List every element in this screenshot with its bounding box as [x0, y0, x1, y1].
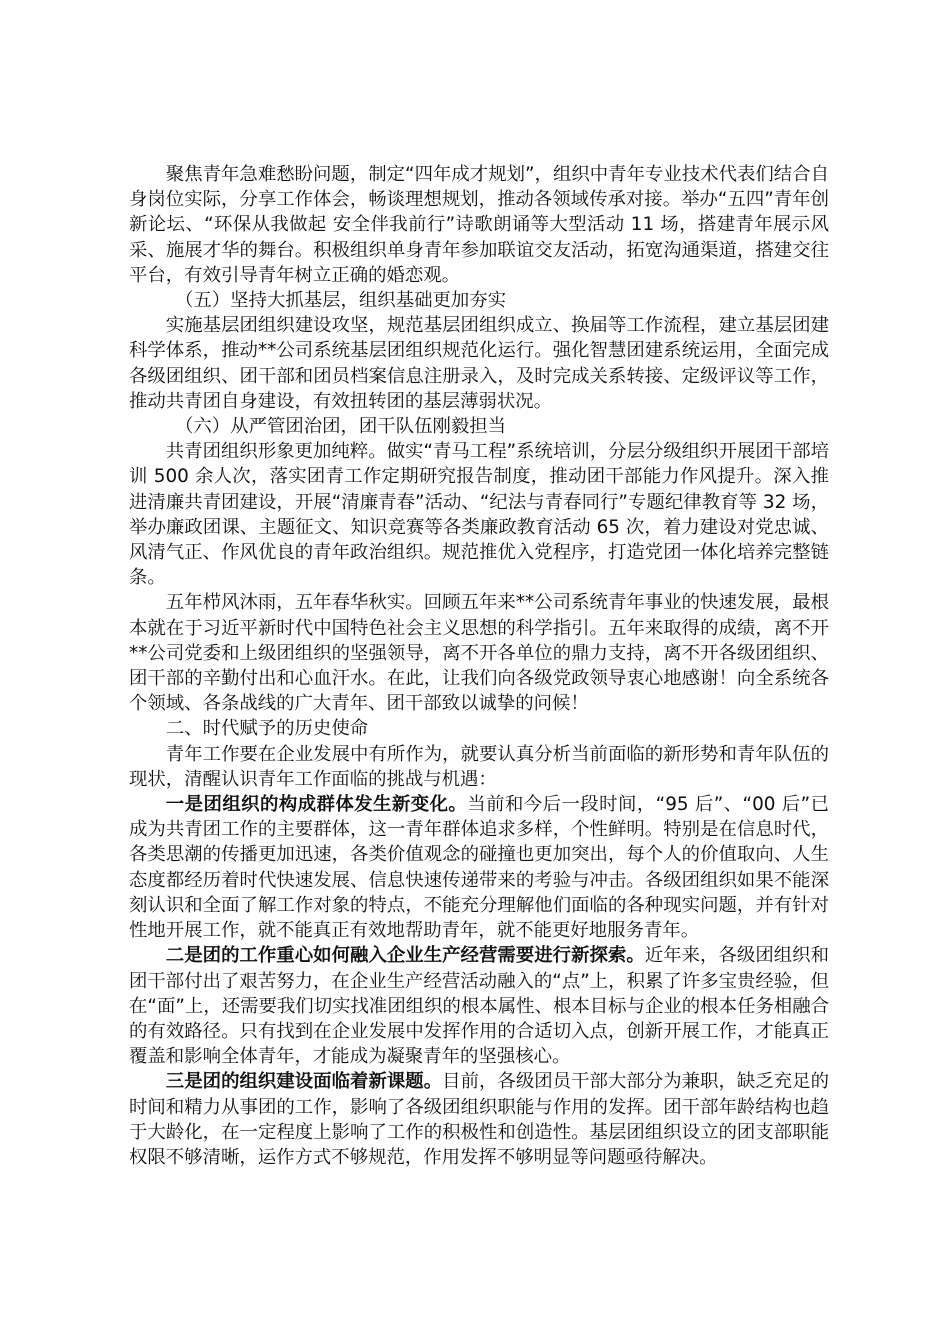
paragraph-discipline: 共青团组织形象更加纯粹。做实“青马工程”系统培训，分层分级组织开展团干部培训 500 余人次，落实团青工作定期研究报告制度，推动团干部能力作风提升。深入推进清廉共青团建设，开展“清廉青春”活动、“纪法与青春同行”专题纪律教育等 32 场，举办廉政团课、主题征文、知识竞赛等各类廉政教育活动 65 次，着力建设对党忠诚、风清气正、作风优良的青年政治组织。规范推优入党程序，打造党团一体化培养完整链条。 [129, 441, 829, 589]
paragraph-review: 五年栉风沐雨，五年春华秋实。回顾五年来**公司系统青年事业的快速发展，最根本就在于习近平新时代中国特色社会主义思想的科学指引。五年来取得的成绩，离不开**公司党委和上级团组织的坚强领导，离不开各单位的鼎力支持，离不开各级团组织、团干部的辛勤付出和心血汗水。在此，让我们向各级党政领导衷心地感谢！向全系统各个领域、各条战线的广大青年、团干部致以诚挚的问候！ [129, 592, 829, 715]
section-heading-5: （五）坚持大抓基层，组织基础更加夯实 [175, 290, 507, 312]
document-page [129, 162, 829, 1170]
paragraph-point-1 [129, 792, 829, 943]
point-1-lead: 一是团组织的构成群体发生新变化。 [165, 794, 468, 816]
paragraph-challenges-intro: 青年工作要在企业发展中有所作为，就要认真分析当前面临的新形势和青年队伍的现状，清醒认识青年工作面临的挑战与机遇： [129, 743, 829, 790]
point-3-lead: 三是团的组织建设面临着新课题。 [165, 1071, 443, 1093]
chapter-heading-2: 二、时代赋予的历史使命 [165, 718, 369, 740]
paragraph-youth-planning: 聚焦青年急难愁盼问题，制定“四年成才规划”，组织中青年专业技术代表们结合自身岗位实际，分享工作体会，畅谈理想规划，推动各领域传承对接。举办“五四”青年创新论坛、“环保从我做起 安全伴我前行”诗歌朗诵等大型活动 11 场，搭建青年展示风采、施展才华的舞台。积极组织单身青年参加联谊交友活动，拓宽沟通渠道，搭建交往平台，有效引导青年树立正确的婚恋观。 [129, 164, 829, 286]
paragraph-point-2 [129, 943, 829, 1069]
point-2-body: 近年来，各级团组织和团干部付出了艰苦努力，在企业生产经营活动融入的“点”上，积累了许多宝贵经验，但在“面”上，还需要我们切实找准团组织的根本属性、根本目标与企业的根本任务相融合的有效路径。只有找到在企业发展中发挥作用的合适切入点，创新开展工作，才能真正覆盖和影响全体青年，才能成为凝聚青年的坚强核心。 [129, 945, 829, 1068]
point-2-lead: 二是团的工作重心如何融入企业生产经营需要进行新探索。 [165, 945, 645, 967]
section-heading-6: （六）从严管团治团，团干队伍刚毅担当 [175, 416, 507, 438]
point-3-body: 目前，各级团员干部大部分为兼职，缺乏充足的时间和精力从事团的工作，影响了各级团组织职能与作用的发挥。团干部年龄结构也趋于大龄化，在一定程度上影响了工作的积极性和创造性。基层团组织设立的团支部职能权限不够清晰，运作方式不够规范，作用发挥不够明显等问题亟待解决。 [129, 1071, 829, 1168]
point-1-body: 当前和今后一段时间，“95 后”、“00 后”已成为共青团工作的主要群体，这一青年群体追求多样，个性鲜明。特别是在信息时代，各类思潮的传播更加迅速，各类价值观念的碰撞也更加突出，每个人的价值取向、人生态度都经历着时代快速发展、信息快速传递带来的考验与冲击。各级团组织如果不能深刻认识和全面了解工作对象的特点，不能充分理解他们面临的各种现实问题，并有针对性地开展工作，就不能真正有效地帮助青年，就不能更好地服务青年。 [129, 794, 829, 942]
paragraph-grassroots: 实施基层团组织建设攻坚，规范基层团组织成立、换届等工作流程，建立基层团建科学体系，推动**公司系统基层团组织规范化运行。强化智慧团建系统运用，全面完成各级团组织、团干部和团员档案信息注册录入，及时完成关系转接、定级评议等工作，推动共青团自身建设，有效扭转团的基层薄弱状况。 [129, 315, 829, 412]
paragraph-point-3 [129, 1069, 829, 1170]
